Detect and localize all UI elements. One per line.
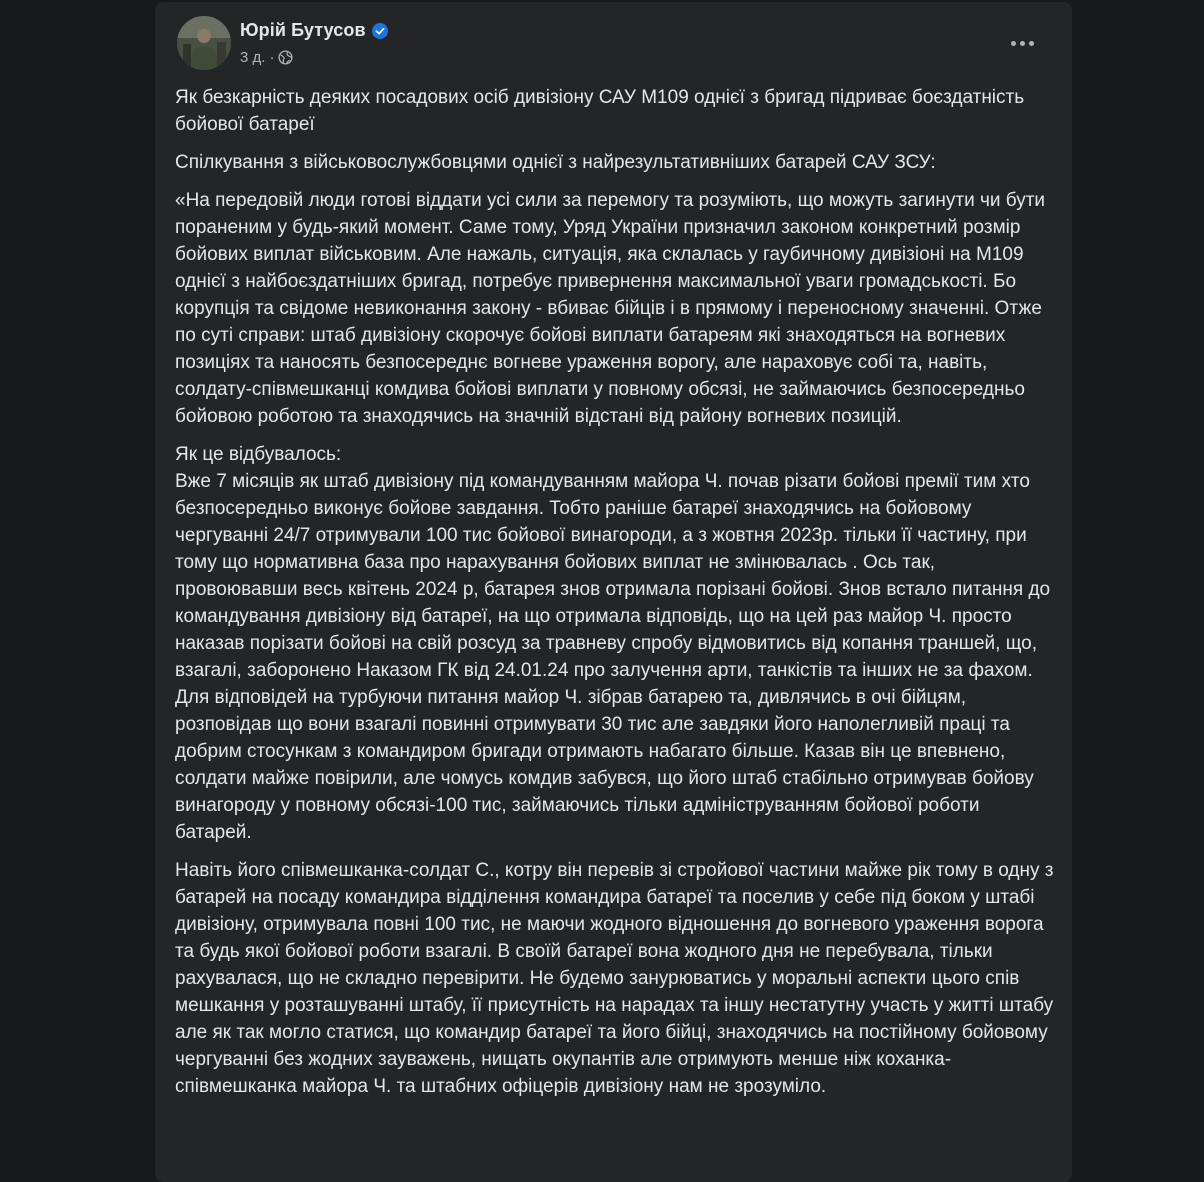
- post-text: [175, 84, 1055, 1111]
- meta-separator: ·: [269, 49, 275, 66]
- more-options-button[interactable]: [1004, 28, 1040, 58]
- post-paragraph: «На передовій люди готові віддати усі сили за перемогу та розуміють, що можуть загинути чи бути пораненим у будь-який момент. Саме тому, Уряд України призначил законом конкретний розмір бойових виплат військовим. Але нажаль, ситуація, яка склалась у гаубичному дивізіоні на М109 однієї з найбоєздатніших бригад, потребує привернення максимальної уваги громадськості. Бо корупція та свідоме невиконання закону - вбиває бійців і в прямому і переносному значенні. Отже по суті справи: штаб дивізіону скорочує бойові виплати батареям які знаходяться на вогневих позиціях та наносять безпосереднє вогневе ураження ворогу, але нараховує собі та, навіть, солдату-співмешканці комдива бойові виплати у повному обсязі, не займаючись безпосередньо бойовою роботою та знаходячись на значній відстані від району вогневих позицій.: [175, 190, 1046, 427]
- verified-badge-icon: [372, 23, 388, 39]
- author-row: [240, 20, 388, 41]
- post-header: [177, 16, 1052, 72]
- author-name[interactable]: Юрій Бутусов: [240, 20, 366, 40]
- avatar-image: [177, 16, 231, 70]
- post-meta: [240, 49, 293, 66]
- post-paragraph: Навіть його співмешканка-солдат С., котру він перевів зі стройової частини майже рік тому в одну з батарей на посаду командира відділення командира батареї та поселив у себе під боком у штабі дивізіону, отримувала повні 100 тис, не маючи жодного відношення до вогневого ураження ворога та будь якої бойової роботи взагалі. В своїй батареї вона жодного дня не перебувала, тільки рахувалася, що не складно перевірити. Не будемо занурюватись у моральні аспекти цього спів мешкання у розташуванні штабу, її присутність на нарадах та іншу нестатутну участь у житті штабу але як так могло статися, що командир батареї та його бійці, знаходячись на постійному бойовому чергуванні без жодних зауважень, нищать окупантів але отримують менше ніж коханка-співмешканка майора Ч. та штабних офіцерів дивізіону нам не зрозуміло.: [175, 860, 1054, 1097]
- avatar[interactable]: [177, 16, 231, 70]
- more-options-icon: [1011, 41, 1016, 46]
- post-timestamp[interactable]: 3 д.: [240, 49, 266, 66]
- post-paragraph: Спілкування з військовослужбовцями однієї з найрезультативніших батарей САУ ЗСУ:: [175, 152, 936, 173]
- post-paragraph: Як це відбувалось: Вже 7 місяців як штаб дивізіону під командуванням майора Ч. почав різати бойові премії тим хто безпосередньо виконує бойове завдання. Тобто раніше батареї знаходячись на бойовому чергуванні 24/7 отримували 100 тис бойової винагороди, а з жовтня 2023р. тільки її частину, при тому що нормативна база про нарахування бойових виплат не змінювалась . Ось так, провоювавши весь квітень 2024 р, батарея знов отримала порізані бойові. Знов встало питання до командування дивізіону від батареї, на що отримала відповідь, що на цей раз майор Ч. просто наказав порізати бойові на свій розсуд за травневу спробу відмовитись від копання траншей, що, взагалі, заборонено Наказом ГК від 24.01.24 про залучення арти, танкістів та інших не за фахом. Для відповідей на турбуючи питання майор Ч. зібрав батарею та, дивлячись в очі бійцям, розповідав що вони взагалі повинні отримувати 30 тис але завдяки його наполегливій праці та добрим стосункам з командиром бригади отримають набагато більше. Казав він це впевнено, солдати майже повірили, але чомусь комдив забувся, що його штаб стабільно отримував бойову винагороду у повному обсязі-100 тис, займаючись тільки адмініструванням бойової роботи батарей.: [175, 444, 1051, 843]
- post-card: [155, 2, 1072, 1182]
- post-paragraph: Як безкарність деяких посадових осіб дивізіону САУ М109 однієї з бригад підриває боєздатність бойової батареї: [175, 87, 1025, 135]
- globe-icon[interactable]: [278, 50, 293, 65]
